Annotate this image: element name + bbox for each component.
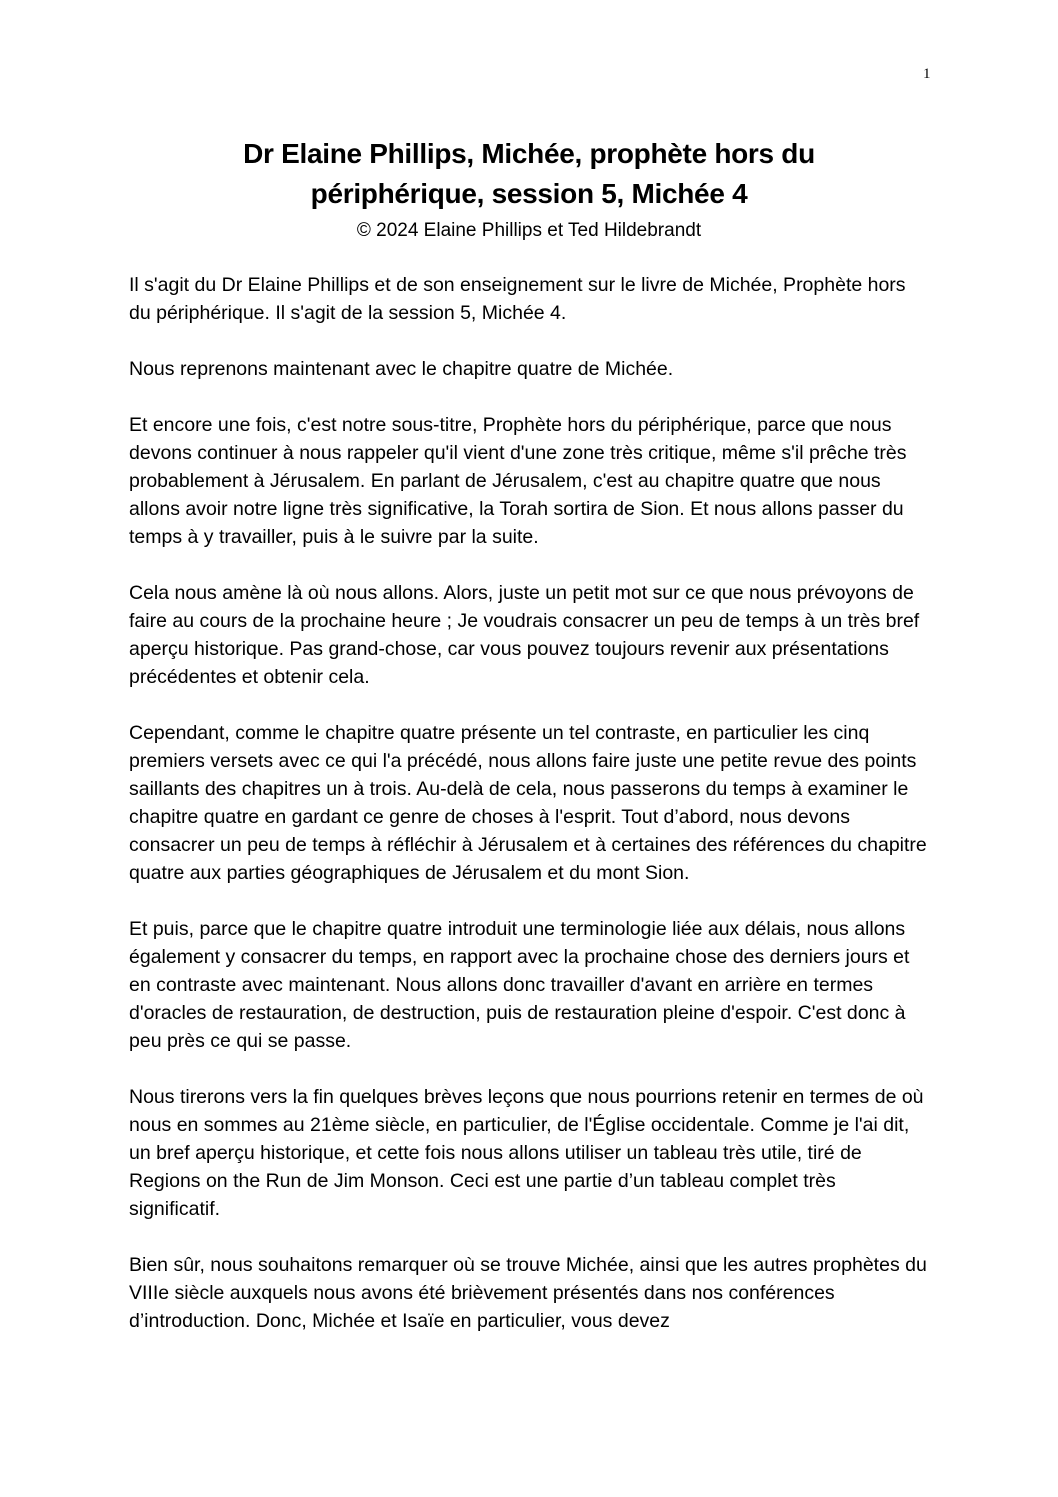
paragraph-4: Cela nous amène là où nous allons. Alors, juste un petit mot sur ce que nous prévoyons de faire au cours de la prochaine heure ; Je voudrais consacrer un peu de temps à un très bref aperçu historique. Pas grand-chose, car vous pouvez toujours revenir aux présentations précédentes et obtenir cela. <box>129 582 920 688</box>
paragraph-7: Nous tirerons vers la fin quelques brèves leçons que nous pourrions retenir en termes de où nous en sommes au 21ème siècle, en particulier, de l'Église occidentale. Comme je l'ai dit, un bref aperçu historique, et cette fois nous allons utiliser un tableau très utile, tiré de Regions on the Run de Jim Monson. Ceci est une partie d’un tableau complet très significatif. <box>129 1086 924 1220</box>
paragraph-1: Il s'agit du Dr Elaine Phillips et de son enseignement sur le livre de Michée, Prophète hors du périphérique. Il s'agit de la session 5, Michée 4. <box>129 274 906 324</box>
title-line-1: Dr Elaine Phillips, Michée, prophète hors du <box>243 138 815 169</box>
copyright-line: © 2024 Elaine Phillips et Ted Hildebrandt <box>356 220 702 241</box>
paragraph-5: Cependant, comme le chapitre quatre présente un tel contraste, en particulier les cinq premiers versets avec ce qui l'a précédé, nous allons faire juste une petite revue des points saillants des chapitres un à trois. Au-delà de cela, nous passerons du temps à examiner le chapitre quatre en gardant ce genre de choses à l'esprit. Tout d’abord, nous devons consacrer un peu de temps à réfléchir à Jérusalem et à certaines des références du chapitre quatre aux parties géographiques de Jérusalem et du mont Sion. <box>129 722 927 884</box>
paragraph-2: Nous reprenons maintenant avec le chapitre quatre de Michée. <box>129 358 674 380</box>
paragraph-3: Et encore une fois, c'est notre sous-titre, Prophète hors du périphérique, parce que nous devons continuer à nous rappeler qu'il vient d'une zone très critique, même s'il prêche très probablement à Jérusalem. En parlant de Jérusalem, c'est au chapitre quatre que nous allons avoir notre ligne très significative, la Torah sortira de Sion. Et nous allons passer du temps à y travailler, puis à le suivre par la suite. <box>129 414 907 548</box>
title-line-2: périphérique, session 5, Michée 4 <box>310 178 748 209</box>
paragraph-6: Et puis, parce que le chapitre quatre introduit une terminologie liée aux délais, nous allons également y consacrer du temps, en rapport avec la prochaine chose des derniers jours et en contraste avec maintenant. Nous allons donc travailler d'avant en arrière en termes d'oracles de restauration, de destruction, puis de restauration pleine d'espoir. C'est donc à peu près ce qui se passe. <box>129 918 910 1052</box>
page-number: 1 <box>923 66 931 82</box>
document-title <box>130 134 928 214</box>
paragraph-8: Bien sûr, nous souhaitons remarquer où se trouve Michée, ainsi que les autres prophètes du VIIIe siècle auxquels nous avons été brièvement présentés dans nos conférences d’introduction. Donc, Michée et Isaïe en particulier, vous devez <box>129 1254 927 1332</box>
document-body <box>129 271 929 1363</box>
